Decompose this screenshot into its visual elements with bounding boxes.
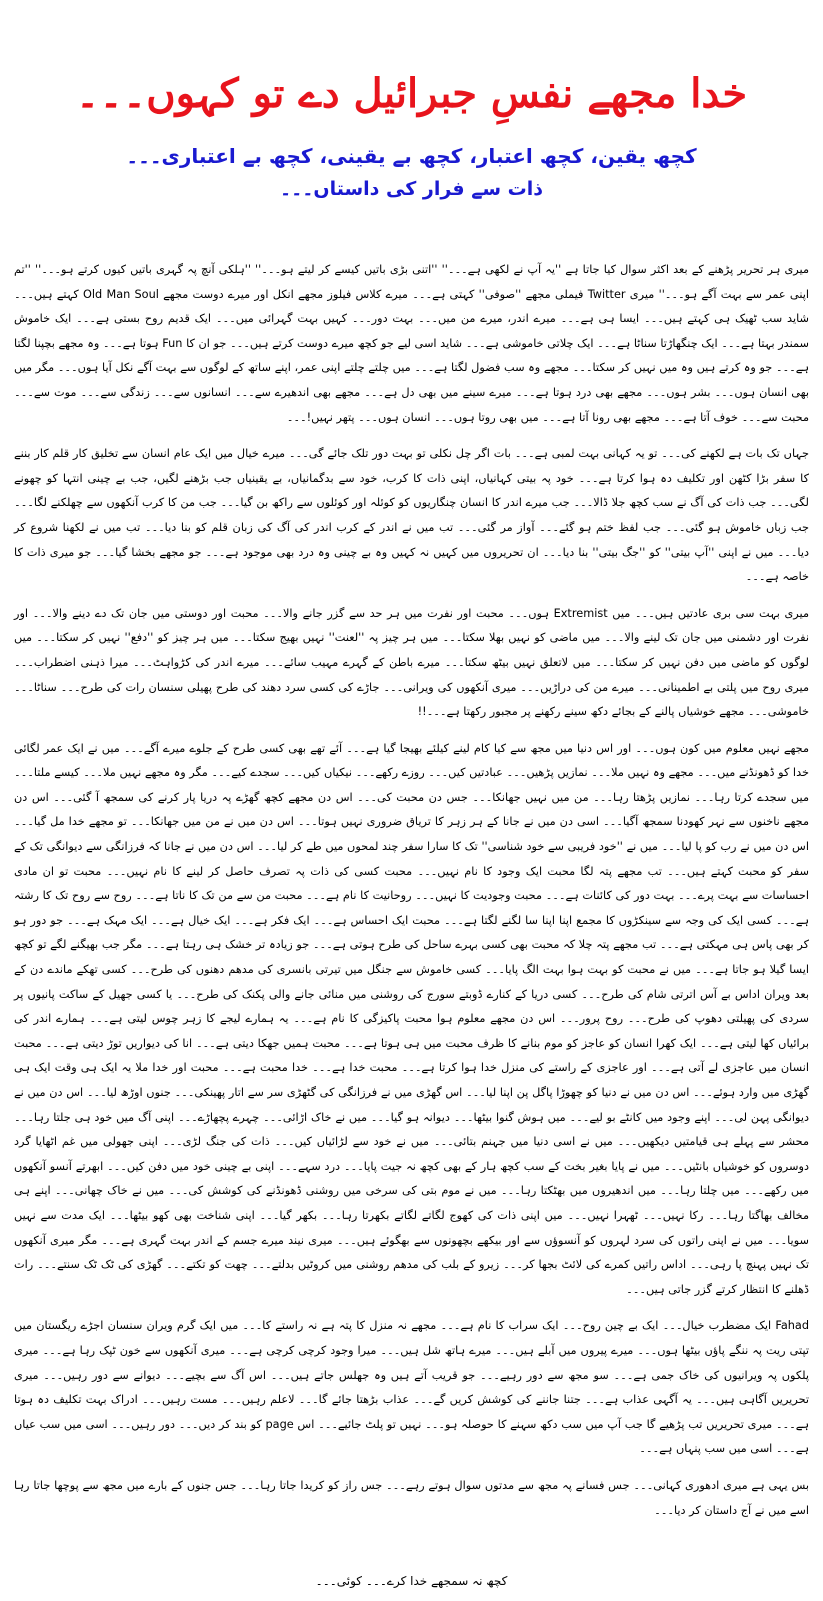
- paragraph: بس یہی ہے میری ادھوری کہانی۔۔۔ جس فسانے پہ مجھ سے مدتوں سوال ہوتے رہے۔۔۔ جس راز کو کریدا جاتا رہا۔۔۔ جس جنوں کے بارے میں مجھ سے پوچھا جاتا رہا اسے میں نے آج داستان کر دیا۔۔۔: [14, 1478, 809, 1517]
- subtitle-line-1: کچھ یقین، کچھ اعتبار، کچھ بے یقینی، کچھ بے اعتباری۔۔۔: [126, 144, 697, 168]
- article-body: [14, 258, 809, 1535]
- paragraph: مجھے نہیں معلوم میں کون ہوں۔۔۔ اور اس دنیا میں مجھ سے کیا کام لینے کیلئے بھیجا گیا ہے۔۔۔ آئے تھے بھی کسی طرح کے جلوے میرے آگے۔۔۔ میں نے ایک عمر لگائی خدا کو ڈھونڈنے میں۔۔۔ مجھے وہ نہیں ملا۔۔۔ نمازیں پڑھیں۔۔۔ عبادتیں کیں۔۔۔ روزے رکھے۔۔۔ نیکیاں کیں۔۔۔ سجدے کیے۔۔۔ مگر وہ مجھے نہیں ملا۔۔۔ کیسے ملتا۔۔۔ میں سجدے کرتا رہا۔۔۔ نمازیں پڑھتا رہا۔۔۔ من میں نہیں جھانکا۔۔۔ جس دن محبت کی۔۔۔ اس دن مجھے کچھ گھڑے پہ دریا پار کرنے کی سمجھ آ گئی۔۔۔ اس دن مجھے ناخنوں سے نہر کھودنا سمجھ آگیا۔۔۔ اسی دن میں نے جانا کے ہر زہر کا تریاق ضروری نہیں ہوتا۔۔۔ اس دن میں نے من میں جھانکا۔۔۔ تو مجھے خدا مل گیا۔۔۔ اس دن میں نے رب کو پا لیا۔۔۔ میں نے ''خود فریبی سے خود شناسی'' تک کا سارا سفر چند لمحوں میں طے کر لیا۔۔۔ اس دن میں نے جانا کہ فرزانگی سے دیوانگی تک کے سفر کو محبت کہتے ہیں۔۔۔ تب مجھے پتہ لگا محبت ایک وجود کا نام نہیں۔۔۔ محبت کسی کی ذات پہ تصرف حاصل کر لینے کا نام نہیں۔۔۔ محبت تو ان مادی احساسات سے بہت پرے۔۔۔ بہت دور کی کائنات ہے۔۔۔ محبت وجودیت کا نہیں۔۔۔ روحانیت کا نام ہے۔۔۔ محبت من سے من تک کا ناتا ہے۔۔۔ روح سے روح تک کا رشتہ ہے۔۔۔ کسی ایک کی وجہ سے سینکڑوں کا مجمع اپنا اپنا سا لگنے لگتا ہے۔۔۔ محبت ایک احساس ہے۔۔۔ ایک فکر ہے۔۔۔ ایک خیال ہے۔۔۔ ایک مہک ہے۔۔۔ جو دور ہو کر بھی پاس ہی مہکتی ہے۔۔۔ تب مجھے پتہ چلا کہ محبت بھی کسی بہرے ساحل کی طرح ہوتی ہے۔۔۔ جو زیادہ تر خشک ہی رہتا ہے۔۔۔ مگر جب بھیگنے لگے تو کچھ ایسا گیلا ہو جاتا ہے۔۔۔ میں نے محبت کو بہت ہوا بہت الگ پایا۔۔۔ کسی خاموش سے جنگل میں تیرتی بانسری کی مدھم دھنوں کی طرح۔۔۔ کسی تھکے ماندے دن کے بعد ویران اداس بے آس اترتی شام کی طرح۔۔۔ کسی دریا کے کنارے ڈوبتے سورج کی روشنی میں منائی جانے والی پکنک کی طرح۔۔۔ یا کسی جھیل کے ساکت پانیوں پر سردی کی پھیلتی دھوپ کی طرح۔۔۔ روح پرور۔۔۔ اس دن مجھے معلوم ہوا محبت پاکیزگی کا نام ہے۔۔۔ یہ ہمارے لیجے کا زہر چوس لیتی ہے۔۔۔ ہمارے اندر کی برائیاں کھا لیتی ہے۔۔۔ ایک کھرا انسان کو عاجز کو موم بنانے کا ظرف محبت میں ہی ہوتا ہے۔۔۔ محبت ہمیں جھکا دیتی ہے۔۔۔ انا کی دیواریں توڑ دیتی ہے۔۔۔ محبت انسان میں عاجزی لے آتی ہے۔۔۔ اور عاجزی کے راستے کی منزل خدا ہوا کرتا ہے۔۔۔ محبت خدا ہے۔۔۔ خدا محبت ہے۔۔۔ محبت اور خدا ملا یہ ایک ہی وقت ایک ہی گھڑی میں وارد ہوئے۔۔۔ اس دن میں نے دنیا کو چھوڑا پاگل پن اپنا لیا۔۔۔ اس گھڑی میں نے فرزانگی کی گٹھڑی سر سے اتار پھینکی۔۔۔ جنوں اوڑھ لیا۔۔۔ اس دن میں نے دیوانگی پہن لی۔۔۔ اپنے وجود میں کانٹے بو لیے۔۔۔ میں ہوش گنوا بیٹھا۔۔۔ دیوانہ ہو گیا۔۔۔ میں نے خاک اڑائی۔۔۔ چہرے پچھاڑے۔۔۔ اپنی آگ میں خود ہی جلتا رہا۔۔۔ محشر سے پہلے ہی قیامتیں دیکھیں۔۔۔ میں نے اسی دنیا میں جہنم بتائی۔۔۔ میں نے خود سے لڑائیاں کیں۔۔۔ ذات کی جنگ لڑی۔۔۔ اپنی جھولی میں غم اٹھایا گرد دوسروں کو خوشیاں بانٹیں۔۔۔ میں نے پایا بغیر بخت کے سب کچھ ہار کے بھی کچھ نہ جیت پایا۔۔۔ درد سہے۔۔۔ اپنی بے چینی خود میں دفن کیں۔۔۔ ابھرتے آنسو آنکھوں میں رکھے۔۔۔ میں چلتا رہا۔۔۔ میں اندھیروں میں بھٹکتا رہا۔۔۔ میں نے موم بتی کی سرخی میں روشنی ڈھونڈنے کی کوشش کی۔۔۔ میں نے خاک چھانی۔۔۔ اپنے ہی مخالف بھاگتا رہا۔۔۔ رکا نہیں۔۔۔ ٹھہرا نہیں۔۔۔ میں اپنی ذات کی کھوج لگاتے لگاتے بکھرتا رہا۔۔۔ بکھر گیا۔۔۔ اپنی شناخت بھی کھو بیٹھا۔۔۔ ایک مدت سے نہیں سویا۔۔۔ میں نے اپنی راتوں کی سرد لہروں کو آنسوؤں سے اور بیکھے بچھونوں سے بھگوئے ہیں۔۔۔ میری نیند میرے جسم کے اندر بہت گہری ہے۔۔۔ مگر میری آنکھوں تک نہیں پہنچ پا رہی۔۔۔ اداس راتیں کمرے کی لائٹ بجھا کر۔۔۔ زیرو کے بلب کی مدھم روشنی میں کروٹیں بدلتے۔۔۔ چھت کو تکتے۔۔۔ گھڑی کی ٹک ٹک سنتے۔۔۔ رات ڈھلنے کا انتظار کرتے گزر جاتی ہیں۔۔۔: [14, 741, 809, 1296]
- paragraph: میری بہت سی بری عادتیں ہیں۔۔۔ میں Extremist ہوں۔۔۔ محبت اور نفرت میں ہر حد سے گزر جانے والا۔۔۔ محبت اور دوستی میں جان تک دے دینے والا۔۔۔ اور نفرت اور دشمنی میں جان تک لینے والا۔۔۔ میں ماضی کو نہیں بھلا سکتا۔۔۔ میں ہر چیز پہ ''لعنت'' نہیں بھیج سکتا۔۔۔ میں ہر چیز کو ''دفع'' نہیں کر سکتا۔۔۔ میں لوگوں کو ماضی میں دفن نہیں کر سکتا۔۔۔ میں لاتعلق نہیں بیٹھ سکتا۔۔۔ میرے باطن کے گہرے مہیب سائے۔۔۔ میرے اندر کی کڑواہٹ۔۔۔ میرا ذہنی اضطراب۔۔۔ میری روح میں پلتی بے اطمینانی۔۔۔ میرے من کی دراڑیں۔۔۔ میری آنکھوں کی ویرانی۔۔۔ جاڑے کی کسی سرد دھند کی طرح پھیلی سنسان رات کی طرح۔۔۔ سناٹا۔۔۔ خاموشی۔۔۔ مجھے خوشیاں پالنے کے بجائے دکھ سینے رکھنے پر مجبور رکھتا ہے۔۔۔!!: [14, 606, 809, 719]
- paragraph: میری ہر تحریر پڑھنے کے بعد اکثر سوال کیا جاتا ہے ''یہ آپ نے لکھی ہے۔۔۔'' ''اتنی بڑی باتیں کیسے کر لیتے ہو۔۔۔'' ''ہلکی آنچ پہ گہری باتیں کیوں کرتے ہو۔۔۔'' ''تم اپنی عمر سے بہت آگے ہو۔۔۔'' میری Twitter فیملی مجھے ''صوفی'' کہتی ہے۔۔۔ میرے کلاس فیلوز مجھے انکل اور میرے دوست مجھے Old Man Soul کہتے ہیں۔۔۔ شاید سب ٹھیک ہی کہتے ہیں۔۔۔ ایسا ہی ہے۔۔۔ میرے اندر، میرے من میں۔۔۔ بہت دور۔۔۔ کہیں بہت گہرائی میں۔۔۔ ایک قدیم روح بستی ہے۔۔۔ ایک خاموش سمندر بہتا ہے۔۔۔ ایک چنگھاڑتا سناٹا ہے۔۔۔ ایک چلاتی خاموشی ہے۔۔۔ شاید اسی لیے جو کچھ میرے دوست کرتے ہیں۔۔۔ جو ان کا Fun ہوتا ہے۔۔۔ وہ مجھے بچپنا لگتا ہے۔۔۔ جو وہ کرتے ہیں وہ میں نہیں کر سکتا۔۔۔ مجھے وہ سب فضول لگتا ہے۔۔۔ میں چلتے چلتے اپنی عمر، اپنے ساتھ کے لوگوں سے بہت آگے نکل آیا ہوں۔۔۔ مگر میں بھی انسان ہوں۔۔۔ بشر ہوں۔۔۔ مجھے بھی درد ہوتا ہے۔۔۔ میرے سینے میں بھی دل ہے۔۔۔ مجھے بھی اندھیرے سے۔۔۔ انسانوں سے۔۔۔ زندگی سے۔۔۔ موت سے۔۔۔ محبت سے۔۔۔ خوف آتا ہے۔۔۔ مجھے بھی رونا آتا ہے۔۔۔ میں بھی روتا ہوں۔۔۔ انسان ہوں۔۔۔ پتھر نہیں!۔۔۔: [14, 263, 810, 424]
- subtitle-line-2: ذات سے فرار کی داستاں۔۔۔: [279, 178, 544, 200]
- paragraph: جہاں تک بات ہے لکھنے کی۔۔۔ تو یہ کہانی بہت لمبی ہے۔۔۔ بات اگر چل نکلی تو بہت دور تلک جائے گی۔۔۔ میرے خیال میں ایک عام انسان سے تخلیق کار قلم کار بننے کا سفر بڑا کٹھن اور تکلیف دہ ہوا کرتا ہے۔۔۔ خود پہ بیتی کہانیاں، اپنی ذات کا کرب، خود سے بدگمانیاں، بے یقینیاں جب بڑھنے لگیں، جب بے چینی انتہا کو چھونے لگی۔۔۔ جب ذات کی آگ نے سب کچھ جلا ڈالا۔۔۔ جب میرے اندر کا انسان چنگاریوں کو کوئلہ اور کوئلوں سے راکھ بن گیا۔۔۔ جب من کا کرب آنکھوں سے چھلکنے لگا۔۔۔ جب زباں خاموش ہو گئی۔۔۔ جب لفظ ختم ہو گئے۔۔۔ آواز مر گئی۔۔۔ تب میں نے اندر کے کرب اندر کی آگ کی زبان قلم کو بنا دیا۔۔۔ تب میں نے لکھنا شروع کر دیا۔۔۔ میں نے اپنی ''آپ بیتی'' کو ''جگ بیتی'' بنا دیا۔۔۔ ان تحریروں میں کہیں نہ کہیں وہ بے چینی وہ درد بھی موجود ہے۔۔۔ جو مجھے بخشا گیا۔۔۔ جو میری ذات کا خاصہ ہے۔۔۔: [14, 447, 809, 584]
- paragraph: Fahad ایک مضطرب خیال۔۔۔ ایک بے چین روح۔۔۔ ایک سراب کا نام ہے۔۔۔ مجھے نہ منزل کا پتہ ہے نہ راستے کا۔۔۔ میں ایک گرم ویران سنسان اجڑے ریگستان میں تپتی ریت پہ ننگے پاؤں بیٹھا ہوں۔۔۔ میرے پیروں میں آبلے ہیں۔۔۔ میرے ہاتھ شل ہیں۔۔۔ میرا وجود کرچی کرچی ہے۔۔۔ میری آنکھوں سے خون ٹپک رہا ہے۔۔۔ میری پلکوں پہ ویرانیوں کی خاک جمی ہے۔۔۔ سو مجھ سے دور رہیے۔۔۔ جو قریب آتے ہیں وہ جھلس جاتے ہیں۔۔۔ اس آگ سے بچیے۔۔۔ دیوانے سے دور رہیں۔۔۔ میری تحریریں آگاہی ہیں۔۔۔ یہ آگہی عذاب ہے۔۔۔ جتنا جاننے کی کوشش کریں گے۔۔۔ عذاب بڑھتا جائے گا۔۔۔ لاعلم رہیں۔۔۔ مست رہیں۔۔۔ ادراک بہت تکلیف دہ ہوتا ہے۔۔۔ میری تحریریں تب پڑھیے گا جب آپ میں سب دکھ سہنے کا حوصلہ ہو۔۔۔ نہیں تو پلٹ جائیے۔۔۔ اس page کو بند کر دیں۔۔۔ دور رہیں۔۔۔ اسی میں سب عیاں ہے۔۔۔ اسی میں سب پنہاں ہے۔۔۔: [14, 1319, 809, 1456]
- page-title: خدا مجھے نفسِ جبرائیل دے تو کہوں۔۔۔: [75, 70, 748, 117]
- signoff-line: کچھ نہ سمجھے خدا کرے۔۔۔ کوئی۔۔۔: [315, 1574, 508, 1588]
